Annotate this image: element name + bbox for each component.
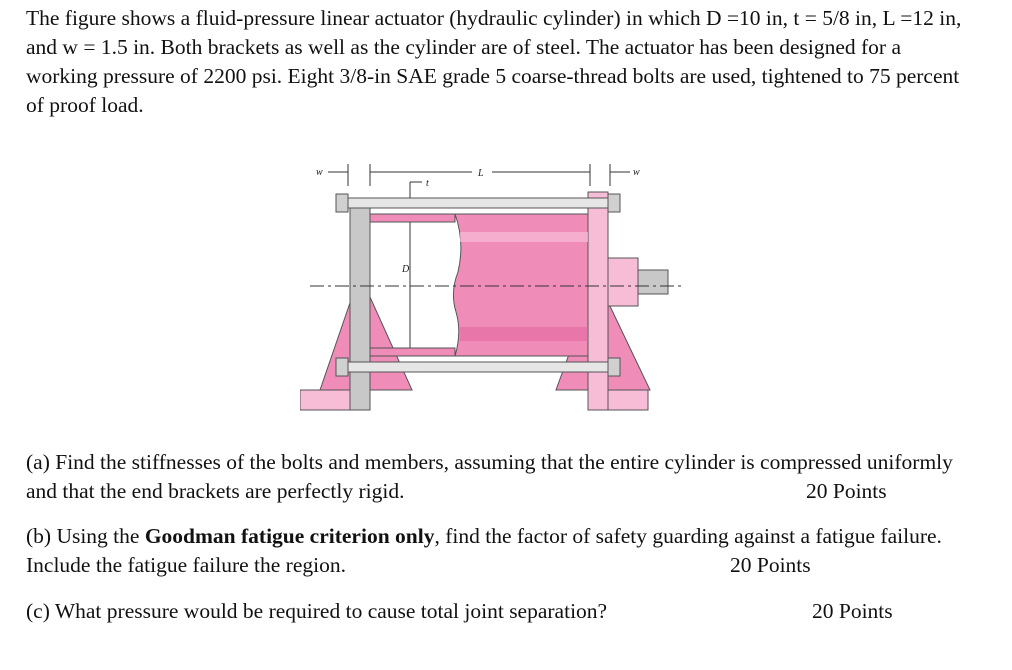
question-b-bold: Goodman fatigue criterion only: [144, 524, 435, 548]
label-L: L: [478, 168, 484, 179]
question-a: (a) Find the stiffnesses of the bolts and members, assuming that the entire cylinder is compressed uniformly and that the end brackets are perfectly rigid.: [26, 450, 953, 503]
cylinder: [370, 214, 588, 356]
question-b: [26, 522, 986, 580]
question-c-points: 20 Points: [812, 599, 893, 623]
left-bracket: [300, 198, 412, 410]
actuator-figure: [300, 162, 700, 412]
label-D: D: [402, 264, 410, 275]
question-a-points: 20 Points: [806, 479, 887, 503]
question-b-points: 20 Points: [730, 553, 811, 577]
question-b-prefix: (b) Using the: [26, 524, 145, 548]
question-b-suffix: , find the factor of safety guarding against a fatigue failure. Include the fatigue failure the region.: [26, 524, 942, 577]
label-t: t: [426, 178, 429, 189]
problem-statement: The figure shows a fluid-pressure linear actuator (hydraulic cylinder) in which D =10 in, t = 5/8 in, L =12 in, and w = 1.5 in. Both brackets as well as the cylinder are of steel. The actuator has been designed for a working pressure of 2200 psi. Eight 3/8-in SAE grade 5 coarse-thread bolts are used, tightened to 75 percent of proof load.: [26, 6, 962, 117]
label-w-left: w: [316, 167, 323, 178]
question-c: (c) What pressure would be required to cause total joint separation?: [26, 599, 608, 623]
label-w-right: w: [633, 167, 640, 178]
